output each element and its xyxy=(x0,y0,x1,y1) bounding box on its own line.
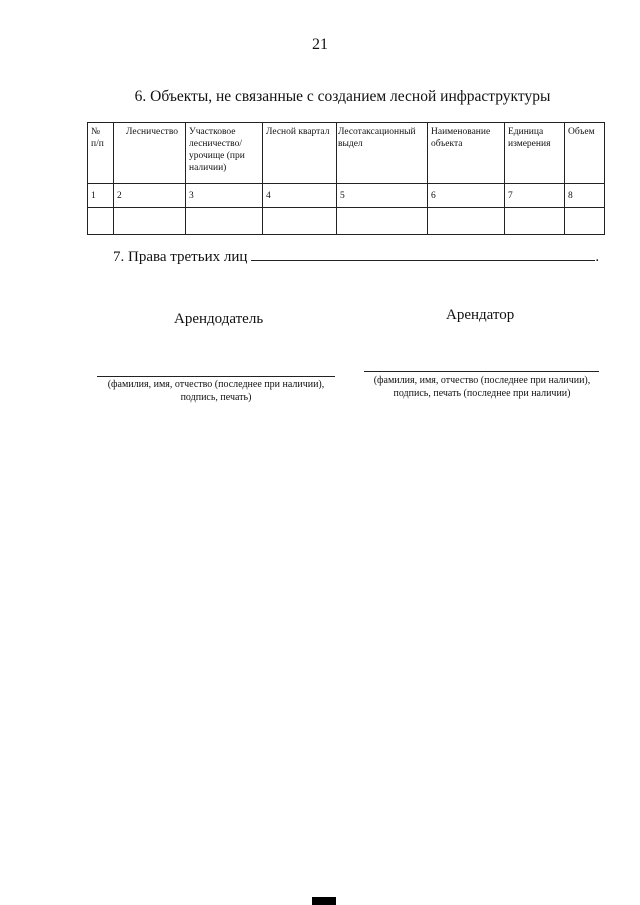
section-6-title: 6. Объекты, не связанные с созданием лесной инфраструктуры xyxy=(134,88,551,105)
table-cell xyxy=(114,208,186,235)
tenant-title: Арендатор xyxy=(446,307,515,323)
table-cell xyxy=(186,208,263,235)
landlord-title: Арендодатель xyxy=(174,311,264,327)
column-header: Единица измерения xyxy=(505,123,565,184)
table-cell xyxy=(263,208,337,235)
scan-edge-mark xyxy=(312,897,336,905)
column-number-row xyxy=(88,184,605,208)
column-header: Лесничество xyxy=(114,123,186,184)
column-header: Наименование объекта xyxy=(428,123,505,184)
table-header-row xyxy=(88,123,605,184)
table-cell xyxy=(337,208,428,235)
column-number: 5 xyxy=(337,184,428,208)
third-party-rights-blank-line xyxy=(251,249,595,261)
column-number: 3 xyxy=(186,184,263,208)
tenant-signature-line xyxy=(364,371,599,372)
empty-data-row xyxy=(88,208,605,235)
table-cell xyxy=(505,208,565,235)
objects-table xyxy=(87,122,605,235)
landlord-signature-line xyxy=(97,376,335,377)
table-cell xyxy=(565,208,605,235)
table-cell xyxy=(428,208,505,235)
third-party-rights-label: 7. Права третьих лиц xyxy=(113,249,248,265)
column-number: 7 xyxy=(505,184,565,208)
page-number: 21 xyxy=(312,36,328,53)
column-header: Объем xyxy=(565,123,605,184)
column-header: Лесной квартал xyxy=(263,123,337,184)
third-party-rights xyxy=(113,249,599,266)
column-number: 1 xyxy=(88,184,114,208)
third-party-rights-period: . xyxy=(595,249,600,265)
column-number: 8 xyxy=(565,184,605,208)
tenant-signature-caption: (фамилия, имя, отчество (последнее при наличии), подпись, печать (последнее при наличии) xyxy=(373,375,591,399)
column-number: 4 xyxy=(263,184,337,208)
table-cell xyxy=(88,208,114,235)
column-number: 2 xyxy=(114,184,186,208)
column-header: № п/п xyxy=(88,123,114,184)
column-number: 6 xyxy=(428,184,505,208)
column-header: Лесотаксационный выдел xyxy=(337,123,428,184)
column-header: Участковое лесничество/ урочище (при наличии) xyxy=(186,123,263,184)
landlord-signature-caption: (фамилия, имя, отчество (последнее при наличии), подпись, печать) xyxy=(107,379,325,403)
